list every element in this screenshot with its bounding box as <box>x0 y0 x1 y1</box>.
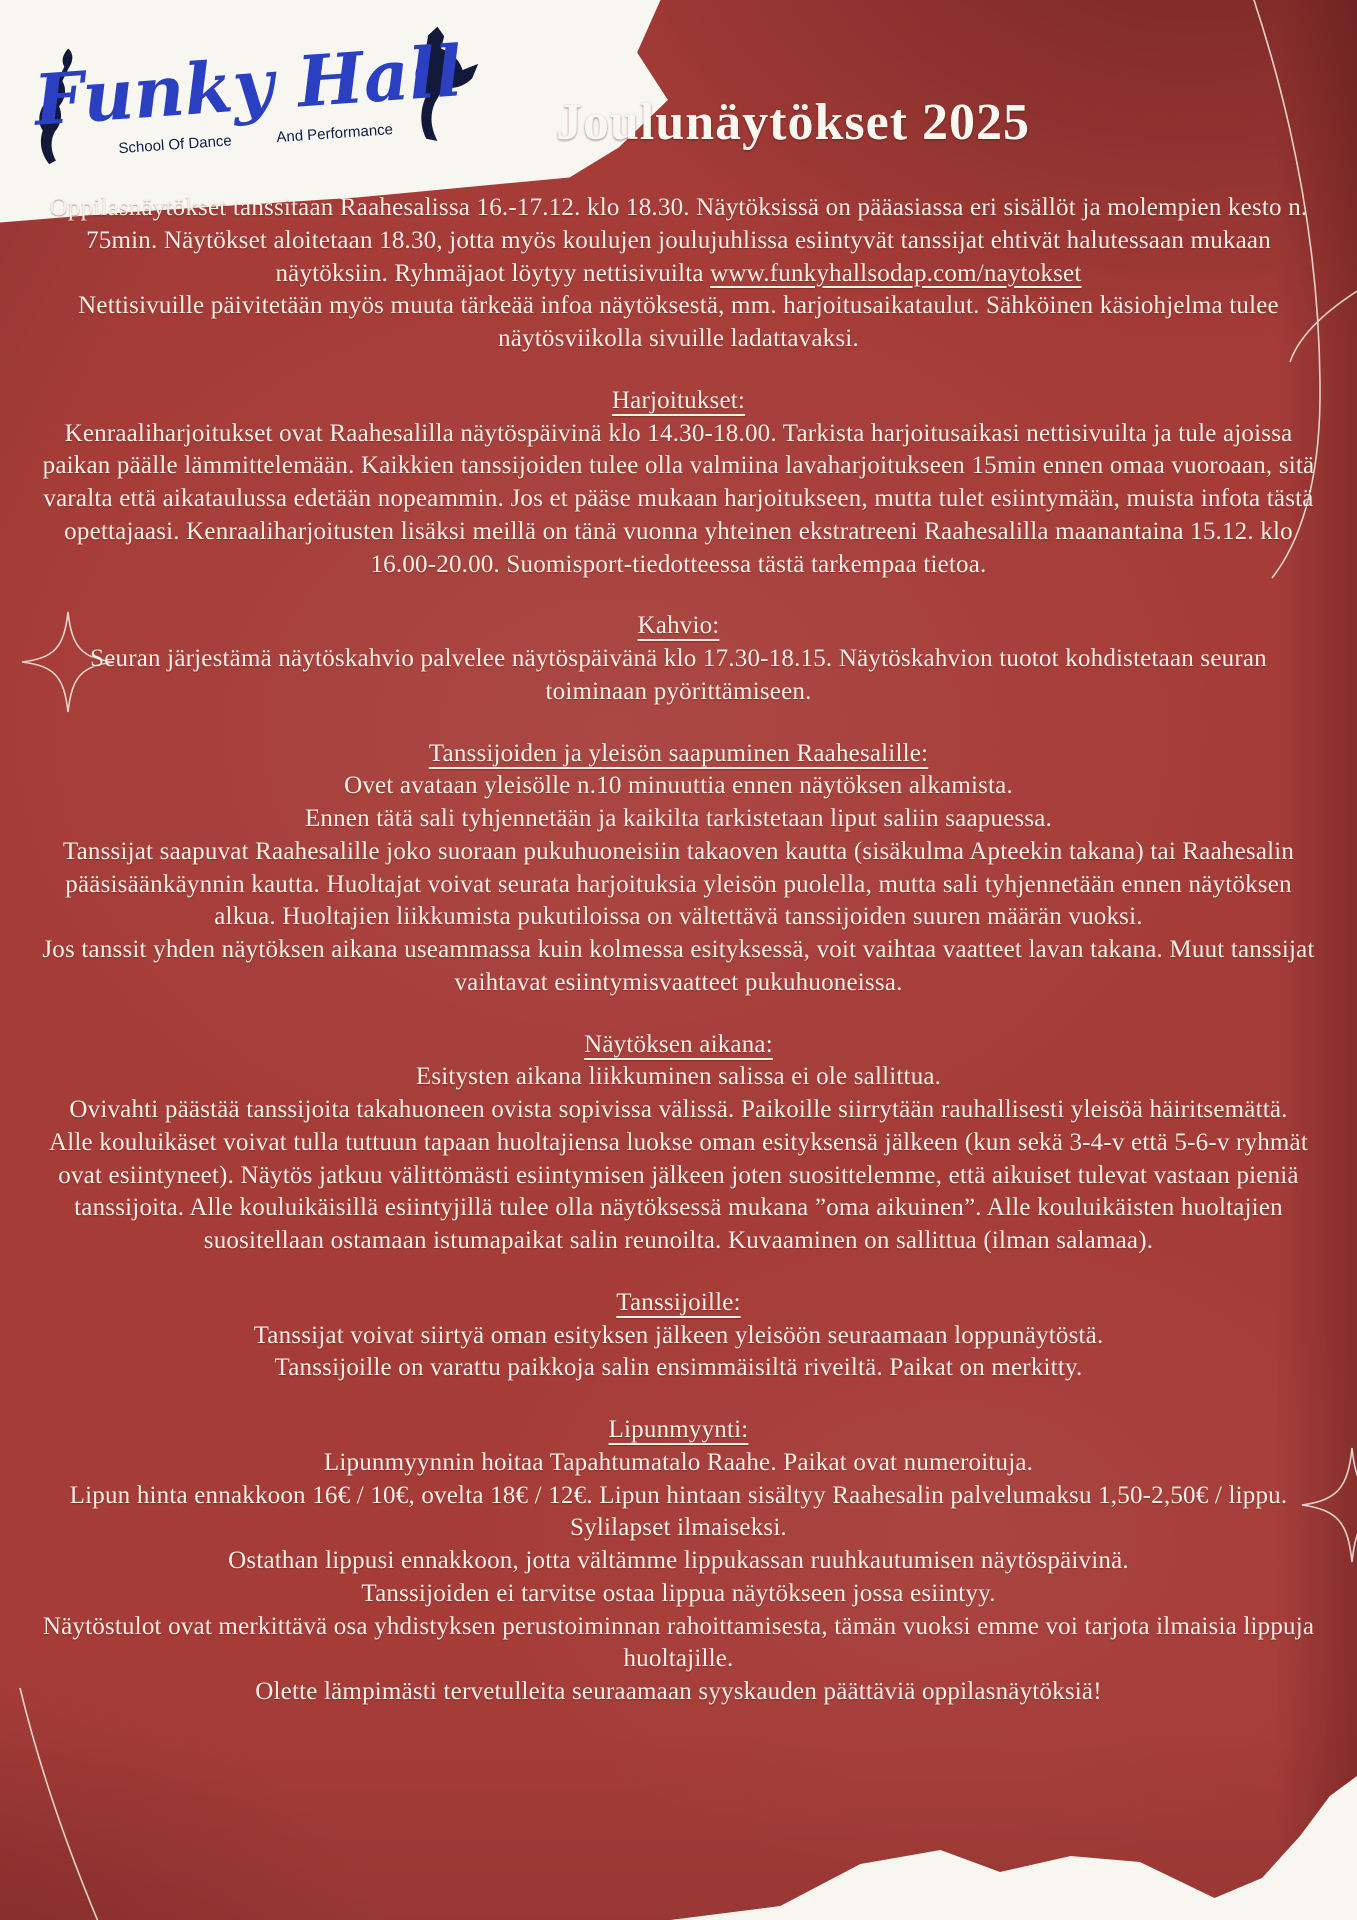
section-paragraph: Ennen tätä sali tyhjennetään ja kaikilta tarkistetaan liput saliin saapuessa. <box>304 805 1053 832</box>
swirl-line-bottom-left-icon <box>20 1688 100 1920</box>
section-paragraph: Lipun hinta ennakkoon 16€ / 10€, ovelta 18€ / 12€. Lipun hintaan sisältyy Raahesalin palvelumaksu 1,50-2,50€ / lippu. Sylilapset ilmaiseksi. <box>69 1481 1288 1542</box>
section-heading: Tanssijoiden ja yleisön saapuminen Raahesalille: <box>428 739 929 767</box>
section-paragraph: Tanssijoille on varattu paikkoja salin ensimmäisiltä riveiltä. Paikat on merkitty. <box>274 1354 1083 1382</box>
torn-paper-footer <box>0 1720 1357 1920</box>
section-paragraph: Lipunmyynnin hoitaa Tapahtumatalo Raahe. Paikat ovat numeroituja. <box>323 1448 1034 1476</box>
section-paragraph: Alle kouluikäset voivat tulla tuttuun tapaan huoltajiensa luokse oman esityksensä jälkeen (kun sekä 3-4-v että 5-6-v ryhmät ovat esiintyneet). Näytös jatkuu välittömästi esiintymisen jälkeen joten suosittelemme, että aikuiset tulevat vastaan pieniä tanssijoita. Alle kouluikäisillä esiintyjillä tulee olla näytöksessä mukana ”oma aikuinen”. Alle kouluikäisten huoltajien suositellaan ostamaan istumapaikat salin reunoilta. Kuvaaminen on sallittua (ilman salamaa). <box>49 1128 1308 1254</box>
section-heading: Näytöksen aikana: <box>584 1030 773 1058</box>
section-paragraph: Jos tanssit yhden näytöksen aikana useammassa kuin kolmessa esityksessä, voit vaihtaa vaatteet lavan takana. Muut tanssijat vaihtavat esiintymisvaatteet pukuhuoneissa. <box>42 936 1315 996</box>
section <box>42 1414 1315 1676</box>
section <box>42 738 1315 1000</box>
sections-container <box>42 385 1315 1676</box>
closing-line: Olette lämpimästi tervetulleita seuraamaan syyskauden päättäviä oppilasnäytöksiä! <box>255 1678 1102 1705</box>
section-paragraph: Esitysten aikana liikkuminen salissa ei ole sallittua. <box>415 1063 942 1091</box>
section <box>42 385 1315 582</box>
section <box>42 610 1315 708</box>
section-heading: Lipunmyynti: <box>608 1416 749 1443</box>
section-heading: Kahvio: <box>637 612 720 640</box>
section-paragraph: Tanssijoiden ei tarvitse ostaa lippua näytökseen jossa esiintyy. <box>361 1579 996 1607</box>
section-paragraph: Ovet avataan yleisölle n.10 minuuttia ennen näytöksen alkamista. <box>344 772 1013 800</box>
website-link[interactable]: www.funkyhallsodap.com/naytokset <box>710 259 1082 287</box>
section-paragraph: Näytöstulot ovat merkittävä osa yhdistyksen perustoiminnan rahoittamisesta, tämän vuoksi emme voi tarjota ilmaisia lippuja huoltajille. <box>42 1612 1315 1673</box>
intro-paragraph-2: Nettisivuille päivitetään myös muuta tärkeää infoa näytöksestä, mm. harjoitusaikataulut. Sähköinen käsiohjelma tulee näytösviikolla sivuille ladattavaksi. <box>78 292 1279 352</box>
section-paragraph: Tanssijat saapuvat Raahesalille joko suoraan pukuhuoneisiin takaoven kautta (sisäkulma Apteekin takana) tai Raahesalin pääsisäänkäynnin kautta. Huoltajat voivat seurata harjoituksia yleisön puolella, mutta sali tyhjennetään ennen näytöksen alkua. Huoltajien liikkumista pukutiloissa on vältettävä tanssijoiden suuren määrän vuoksi. <box>62 837 1295 931</box>
section-heading: Tanssijoille: <box>616 1288 741 1316</box>
section-paragraph: Kenraaliharjoitukset ovat Raahesalilla näytöspäivinä klo 14.30-18.00. Tarkista harjoitusaikasi nettisivuilta ja tule ajoissa paikan päälle lämmittelemään. Kaikkien tanssijoiden tulee olla valmiina lavaharjoitukseen 15min ennen omaa vuoroaan, sitä varalta että aikataulussa edetään nopeammin. Jos et pääse mukaan harjoitukseen, mutta tulet esiintymään, muista infota tästä opettajaasi. Kenraaliharjoitusten lisäksi meillä on tänä vuonna yhteinen ekstratreeni Raahesalilla maanantaina 15.12. klo 16.00-20.00. Suomisport-tiedotteessa tästä tarkempaa tietoa. <box>42 419 1315 578</box>
logo-subtitle-right: And Performance <box>275 121 394 147</box>
section <box>42 1029 1315 1258</box>
logo-name: Funky Hall <box>31 29 465 142</box>
section-paragraph: Ostathan lippusi ennakkoon, jotta vältämme lippukassan ruuhkautumisen näytöspäivinä. <box>228 1547 1129 1574</box>
intro-text: Oppilasnäytökset tanssitaan Raahesalissa 16.-17.12. klo 18.30. Näytöksissä on pääasiassa eri sisällöt ja molempien kesto n. 75min. Näytökset aloitetaan 18.30, jotta myös koulujen joulujuhlissa esiintyvät tanssijat ehtivät halutessaan mukaan näytöksiin. Ryhmäjaot löytyy nettisivuilta <box>49 194 1308 287</box>
page-title: Joulunäytökset 2025 <box>555 93 1031 151</box>
section <box>42 1287 1315 1385</box>
intro-paragraph <box>42 192 1315 290</box>
section-paragraph: Seuran järjestämä näytöskahvio palvelee näytöspäivänä klo 17.30-18.15. Näytöskahvion tuotot kohdistetaan seuran toiminaan pyörittämiseen. <box>90 645 1267 705</box>
section-heading: Harjoitukset: <box>611 386 746 414</box>
section-paragraph: Ovivahti päästää tanssijoita takahuoneen ovista sopivissa välissä. Paikoille siirrytään rauhallisesti yleisöä häiritsemättä. <box>69 1096 1288 1123</box>
section-paragraph: Tanssijat voivat siirtyä oman esityksen jälkeen yleisöön seuraamaan loppunäytöstä. <box>253 1321 1104 1349</box>
logo-subtitle-left: School Of Dance <box>117 132 233 158</box>
